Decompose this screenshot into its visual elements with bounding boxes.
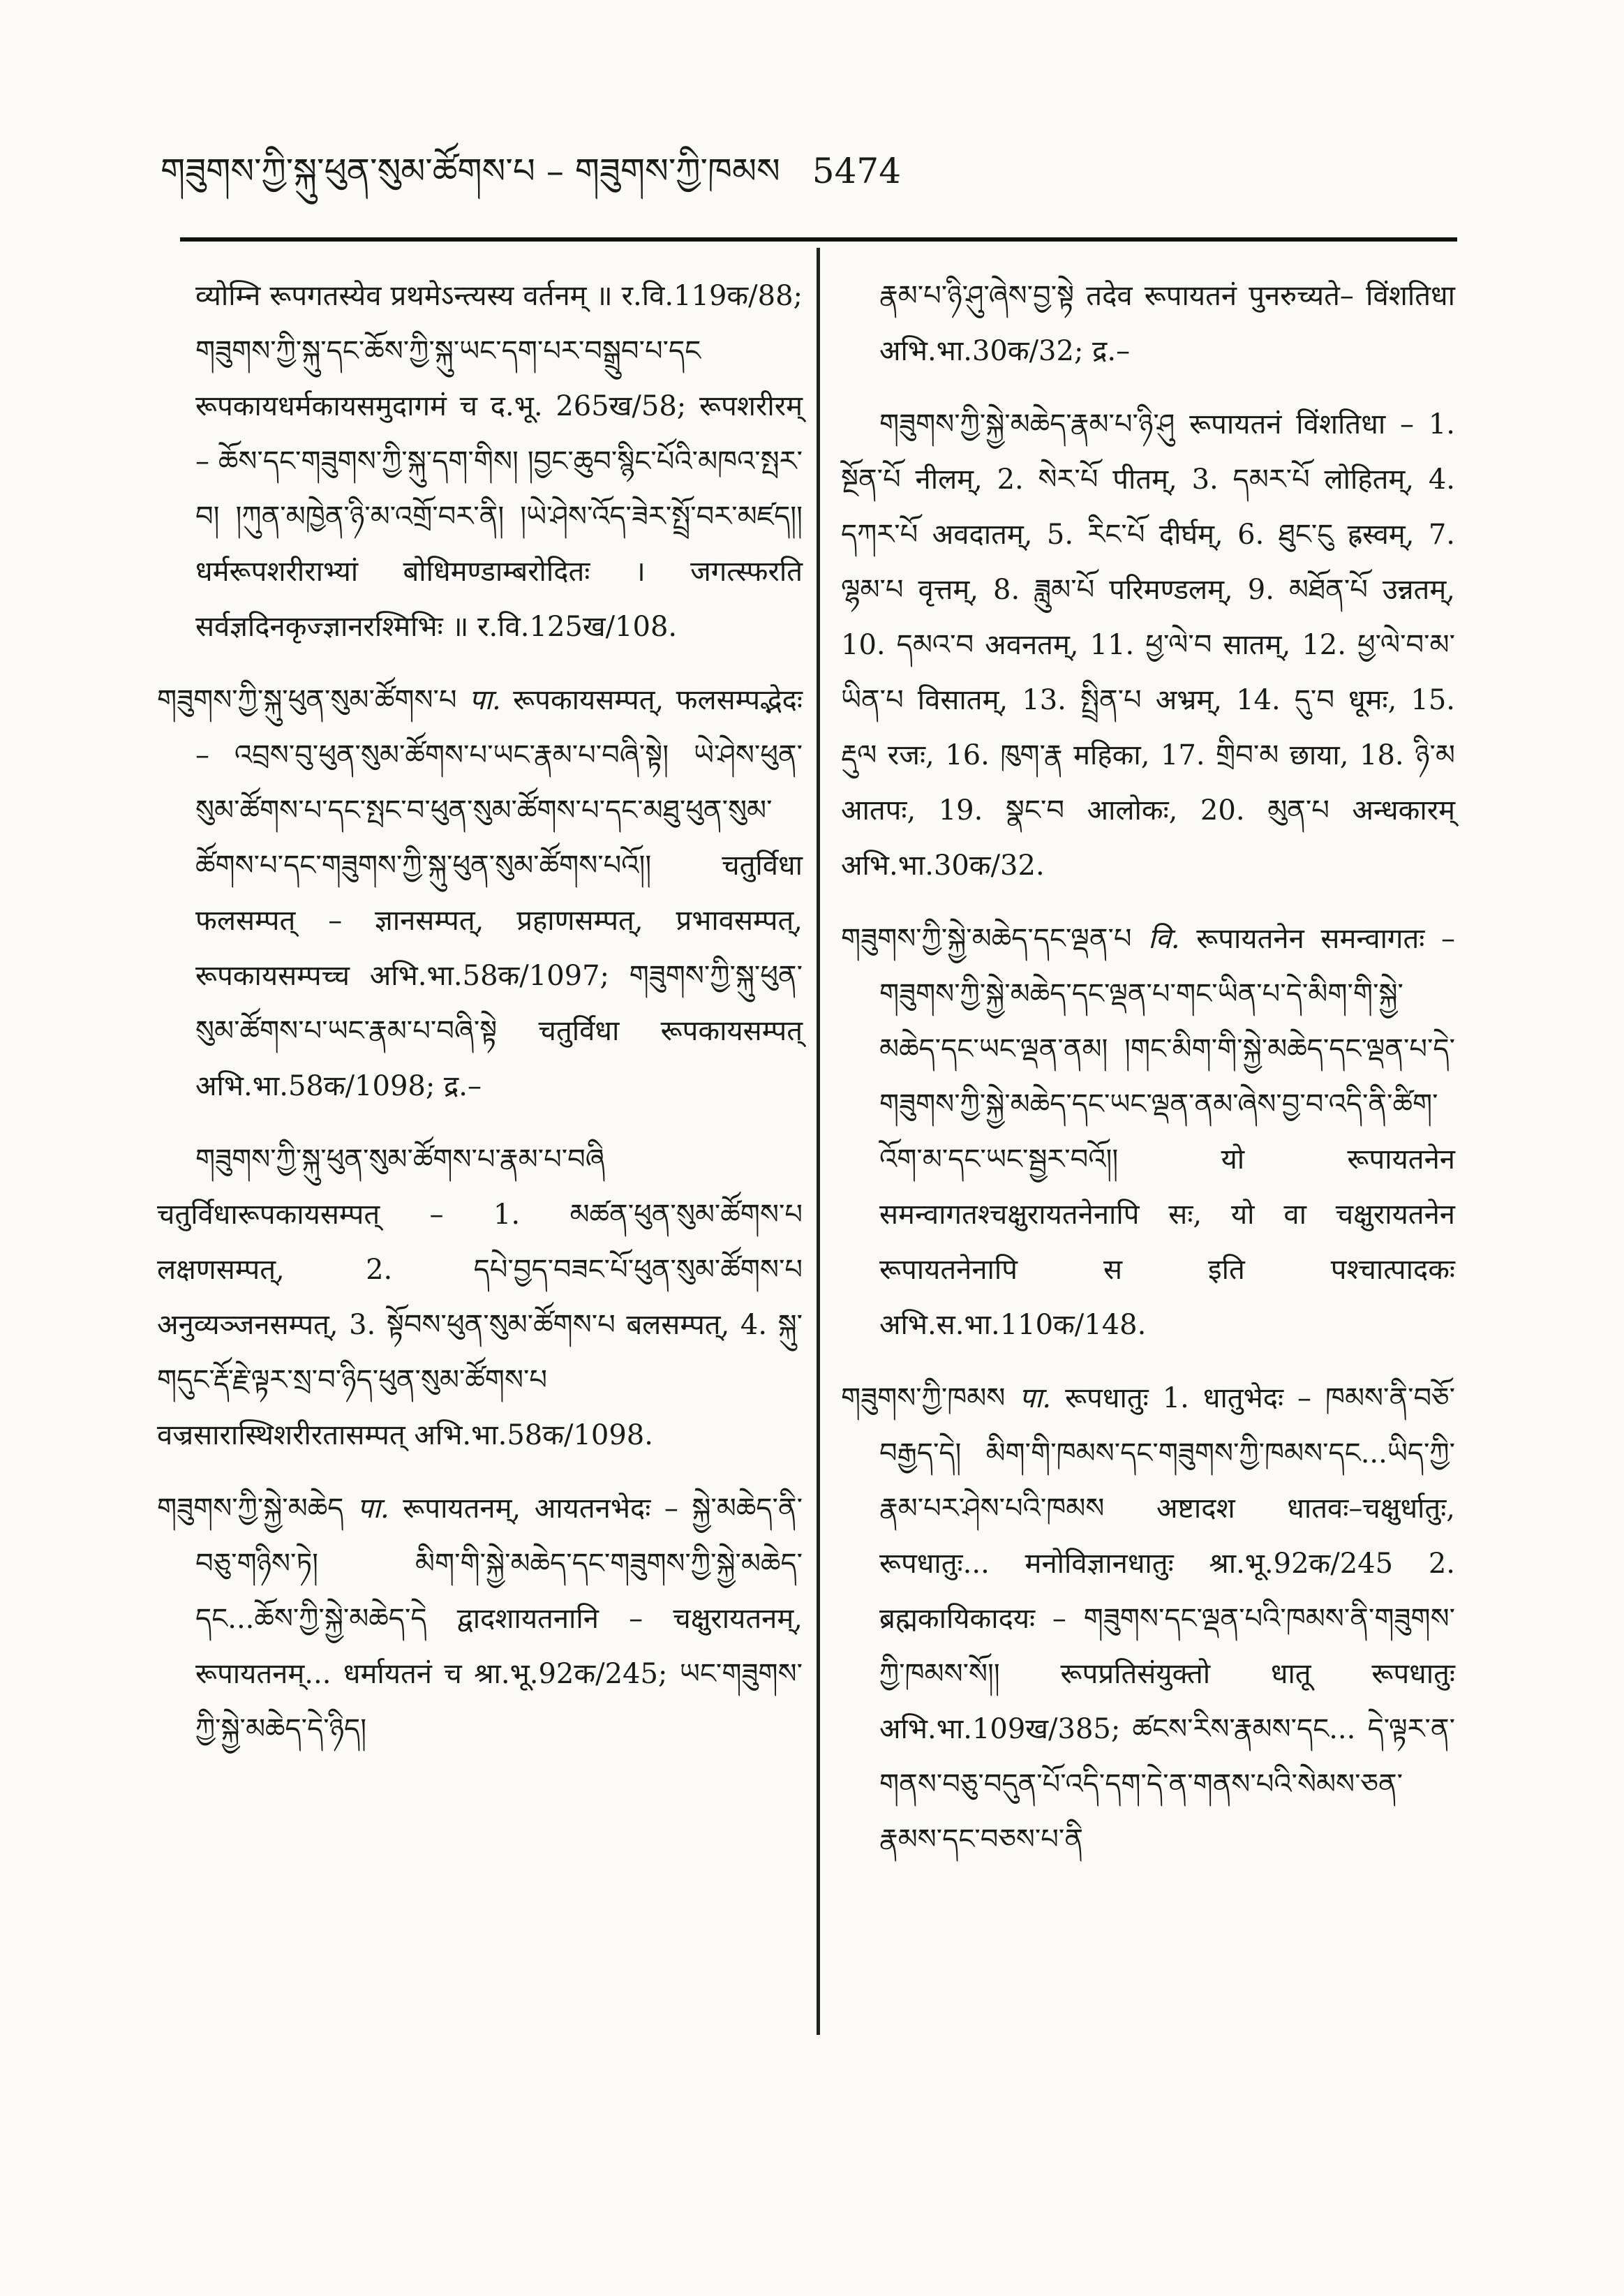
entry-grammar: पा.: [1019, 1382, 1052, 1414]
entry-headword: གཟུགས་ཀྱི་སྐྱེ་མཆེད་དང་ལྡན་པ: [841, 923, 1132, 955]
header-right-headword: གཟུགས་ཀྱི་ཁམས: [574, 151, 780, 191]
right-column: [841, 269, 1455, 2279]
header-left-headword: གཟུགས་ཀྱི་སྐུ་ཕུན་སུམ་ཚོགས་པ: [161, 151, 535, 191]
dictionary-subentry: [157, 1132, 803, 1463]
entry-grammar: पा.: [357, 1493, 389, 1525]
entry-text: रूपायतनम्, आयतनभेदः – སྐྱེ་མཆེད་ནི་བཅུ་གཉིས་ཏེ། མིག་གི་སྐྱེ་མཆེད་དང་གཟུགས་ཀྱི་སྐྱེ་མཆེད་དང...ཆོས་ཀྱི་སྐྱེ་མཆེད་དེ द्वादशायतनानि – चक्षुरायतनम्, रूपायतनम्... धर्मायतनं च श्रा.भू.92क/245; ཡང་གཟུགས་ཀྱི་སྐྱེ་མཆེད་དེ་ཉིད།: [195, 1493, 803, 1745]
header-rule: [180, 237, 1457, 242]
header-dash: –: [546, 151, 564, 191]
entry-grammar: पा.: [468, 684, 501, 716]
entry-headword: གཟུགས་ཀྱི་སྐུ་ཕུན་སུམ་ཚོགས་པ་རྣམ་པ་བཞི: [195, 1143, 605, 1176]
column-divider: [817, 248, 820, 2035]
entry-text: རྣམ་པ་ཉི་ཤུ་ཞེས་བྱ་སྟེ तदेव रूपायतनं पुनरुच्यते– विंशतिधा अभि.भा.30क/32; द्र.–: [879, 280, 1455, 367]
dictionary-entry: [157, 673, 803, 1114]
page-header: [161, 140, 902, 202]
entry-text: रूपधातुः 1. धातुभेदः – ཁམས་ནི་བཅོ་བརྒྱད་དེ། མིག་གི་ཁམས་དང་གཟུགས་ཀྱི་ཁམས་དང...ཡིད་ཀྱི་རྣམ་པར་ཤེས་པའི་ཁམས अष्टादश धातवः–चक्षुर्धातुः, रूपधातुः... मनोविज्ञानधातुः श्रा.भू.92क/245 2. ब्रह्मकायिकादयः – གཟུགས་དང་ལྡན་པའི་ཁམས་ནི་གཟུགས་ཀྱི་ཁམས་སོ།། रूपप्रतिसंयुक्तो धातू रूपधातुः अभि.भा.109ख/385; ཚངས་རིས་རྣམས་དང... དེ་ལྟར་ན་གནས་བཅུ་བདུན་པོ་འདི་དག་དེ་ན་གནས་པའི་སེམས་ཅན་རྣམས་དང་བཅས་པ་ནི: [879, 1382, 1456, 1856]
entry-text: चतुर्विधारूपकायसम्पत् – 1. མཚན་ཕུན་སུམ་ཚོགས་པ लक्षणसम्पत्, 2. དཔེ་བྱད་བཟང་པོ་ཕུན་སུམ་ཚོགས་པ अनुव्यञ्जनसम्पत्, 3. སྟོབས་ཕུན་སུམ་ཚོགས་པ बलसम्पत्, 4. སྐུ་གདུང་རྡོ་རྗེ་ལྟར་སྲ་བ་ཉིད་ཕུན་སུམ་ཚོགས་པ वज्रसारास्थिशरीरतासम्पत् अभि.भा.58क/1098.: [157, 1199, 803, 1451]
entry-grammar: वि.: [1148, 923, 1180, 955]
dictionary-entry: [841, 912, 1455, 1353]
entry-headword: གཟུགས་ཀྱི་སྐྱེ་མཆེད་རྣམ་པ་ཉི་ཤུ: [879, 408, 1175, 440]
left-column: [157, 269, 803, 2168]
entry-text: रूपायतनेन समन्वागतः – གཟུགས་ཀྱི་སྐྱེ་མཆེད་དང་ལྡན་པ་གང་ཡིན་པ་དེ་མིག་གི་སྐྱེ་མཆེད་དང་ཡང་ལྡན་ནམ། །གང་མིག་གི་སྐྱེ་མཆེད་དང་ལྡན་པ་དེ་གཟུགས་ཀྱི་སྐྱེ་མཆེད་དང་ཡང་ལྡན་ནམ་ཞེས་བྱ་བ་འདི་ནི་ཚིག་འོག་མ་དང་ཡང་སྦྱར་བའོ།། यो रूपायतनेन समन्वागतश्चक्षुरायतनेनापि सः, यो वा चक्षुरायतनेन रूपायतनेनापि स इति पश्चात्पादकः अभि.स.भा.110क/148.: [879, 923, 1455, 1341]
entry-headword: གཟུགས་ཀྱི་སྐྱེ་མཆེད: [157, 1493, 344, 1525]
entry-text: व्योम्नि रूपगतस्येव प्रथमेऽन्त्यस्य वर्तनम् ॥ र.वि.119क/88; གཟུགས་ཀྱི་སྐུ་དང་ཆོས་ཀྱི་སྐུ་ཡང་དག་པར་བསྒྲུབ་པ་དང रूपकायधर्मकायसमुदागमं च द.भू. 265ख/58; रूपशरीरम् – ཆོས་དང་གཟུགས་ཀྱི་སྐུ་དག་གིས། །བྱང་ཆུབ་སྙིང་པོའི་མཁའ་སྤར་བ། །ཀུན་མཁྱེན་ཉི་མ་འགྲོ་བར་ནི། །ཡེ་ཤེས་འོད་ཟེར་སྤྲོ་བར་མཛད།། धर्मरूपशरीराभ्यां बोधिमण्डाम्बरोदितः । जगत्स्फरति सर्वज्ञदिनकृज्ज्ञानरश्मिभिः ॥ र.वि.125ख/108.: [195, 280, 803, 643]
entry-continuation: [157, 269, 803, 655]
entry-headword: གཟུགས་ཀྱི་སྐུ་ཕུན་སུམ་ཚོགས་པ: [157, 684, 457, 716]
dictionary-entry: [841, 1371, 1455, 1867]
dictionary-entry: [157, 1481, 803, 1757]
entry-continuation: [841, 269, 1455, 379]
entry-text: रूपकायसम्पत्, फलसम्पद्भेदः – འབྲས་བུ་ཕུན་སུམ་ཚོགས་པ་ཡང་རྣམ་པ་བཞི་སྟེ། ཡེ་ཤེས་ཕུན་སུམ་ཚོགས་པ་དང་སྤང་བ་ཕུན་སུམ་ཚོགས་པ་དང་མཐུ་ཕུན་སུམ་ཚོགས་པ་དང་གཟུགས་ཀྱི་སྐུ་ཕུན་སུམ་ཚོགས་པའོ།། चतुर्विधा फलसम्पत् – ज्ञानसम्पत्, प्रहाणसम्पत्, प्रभावसम्पत्, रूपकायसम्पच्च अभि.भा.58क/1097; གཟུགས་ཀྱི་སྐུ་ཕུན་སུམ་ཚོགས་པ་ཡང་རྣམ་པ་བཞི་སྟེ चतुर्विधा रूपकायसम्पत् अभि.भा.58क/1098; द्र.–: [195, 684, 803, 1102]
page-number: 5474: [812, 151, 902, 191]
entry-text: रूपायतनं विंशतिधा – 1. སྔོན་པོ नीलम्, 2. སེར་པོ पीतम्, 3. དམར་པོ लोहितम्, 4. དཀར་པོ अवदातम्, 5. རིང་པོ दीर्घम्, 6. ཐུང་ངུ ह्रस्वम्, 7. ལྷམ་པ वृत्तम्, 8. ཟླུམ་པོ परिमण्डलम्, 9. མཐོན་པོ उन्नतम्, 10. དམའ་བ अवनतम्, 11. ཕྱ་ལེ་བ सातम्, 12. ཕྱ་ལེ་བ་མ་ཡིན་པ विसातम्, 13. སྤྲིན་པ अभ्रम्, 14. དུ་བ धूमः, 15. རྡུལ रजः, 16. ཁུག་རྣ महिका, 17. གྲིབ་མ छाया, 18. ཉི་མ आतपः, 19. སྣང་བ आलोकः, 20. མུན་པ अन्धकारम् अभि.भा.30क/32.: [841, 408, 1455, 882]
entry-headword: གཟུགས་ཀྱི་ཁམས: [841, 1382, 1006, 1414]
dictionary-subentry: [841, 397, 1455, 894]
